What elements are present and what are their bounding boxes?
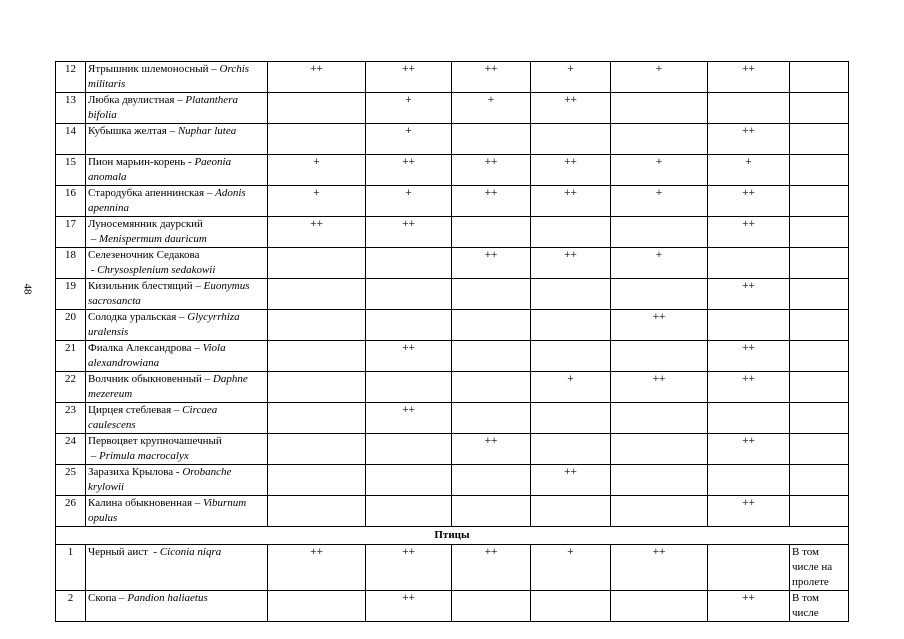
presence-mark <box>611 403 708 434</box>
presence-mark: + <box>268 186 366 217</box>
presence-mark <box>268 310 366 341</box>
row-number: 16 <box>56 186 86 217</box>
species-russian-name: Пион марьин-корень <box>88 156 186 168</box>
row-number: 22 <box>56 372 86 403</box>
presence-mark: + <box>268 155 366 186</box>
presence-mark: ++ <box>452 434 531 465</box>
presence-mark <box>268 124 366 155</box>
note-cell <box>790 403 849 434</box>
presence-mark <box>531 279 611 310</box>
presence-mark: + <box>531 62 611 93</box>
table-row <box>56 434 849 465</box>
species-russian-name: Калина обыкновенная <box>88 497 193 509</box>
table-row <box>56 186 849 217</box>
name-separator: – <box>208 63 220 75</box>
presence-mark <box>611 434 708 465</box>
table-row <box>56 310 849 341</box>
presence-mark: + <box>366 124 452 155</box>
species-name <box>86 310 268 341</box>
presence-mark <box>531 403 611 434</box>
presence-mark: ++ <box>708 62 790 93</box>
species-name <box>86 341 268 372</box>
name-separator: - <box>147 546 160 558</box>
presence-mark: + <box>366 93 452 124</box>
presence-mark <box>611 591 708 622</box>
note-cell <box>790 341 849 372</box>
note-cell: В том числе на пролете <box>790 545 849 591</box>
species-russian-name: Любка двулистная <box>88 94 175 106</box>
presence-mark: + <box>611 155 708 186</box>
row-number: 14 <box>56 124 86 155</box>
presence-mark <box>268 496 366 527</box>
presence-mark <box>531 591 611 622</box>
presence-mark <box>452 591 531 622</box>
row-number: 19 <box>56 279 86 310</box>
note-cell <box>790 434 849 465</box>
species-table <box>55 61 849 622</box>
presence-mark: ++ <box>611 310 708 341</box>
species-latin-name: Adonis apennina <box>88 187 246 214</box>
table-row <box>56 496 849 527</box>
species-latin-name: Daphne mezereum <box>88 373 248 400</box>
row-number: 25 <box>56 465 86 496</box>
species-latin-name: Orchis militaris <box>88 63 250 90</box>
species-name <box>86 545 268 591</box>
table-row <box>56 93 849 124</box>
row-number: 1 <box>56 545 86 591</box>
species-russian-name: Луносемянник даурский <box>88 218 203 230</box>
species-latin-name: Viburnum opulus <box>88 497 247 524</box>
presence-mark: + <box>611 186 708 217</box>
name-separator: – <box>201 373 213 385</box>
presence-mark <box>268 372 366 403</box>
presence-mark: ++ <box>708 434 790 465</box>
presence-mark: ++ <box>366 217 452 248</box>
note-cell <box>790 217 849 248</box>
species-name <box>86 155 268 186</box>
table-row <box>56 217 849 248</box>
species-name <box>86 217 268 248</box>
presence-mark <box>366 496 452 527</box>
presence-mark <box>708 310 790 341</box>
row-number: 2 <box>56 591 86 622</box>
name-separator: - <box>173 466 183 478</box>
section-header-row <box>56 527 849 545</box>
species-russian-name: Заразиха Крылова <box>88 466 174 478</box>
species-name <box>86 62 268 93</box>
presence-mark: ++ <box>366 341 452 372</box>
presence-mark <box>268 341 366 372</box>
name-separator: – <box>171 404 183 416</box>
presence-mark <box>611 279 708 310</box>
presence-mark <box>452 310 531 341</box>
species-russian-name: Солодка уральская <box>88 311 177 323</box>
presence-mark <box>366 279 452 310</box>
presence-mark <box>268 93 366 124</box>
presence-mark: ++ <box>531 248 611 279</box>
presence-mark: + <box>531 372 611 403</box>
note-cell: В том числе <box>790 591 849 622</box>
presence-mark: ++ <box>708 186 790 217</box>
presence-mark <box>268 434 366 465</box>
note-cell <box>790 465 849 496</box>
name-separator: – <box>192 280 204 292</box>
row-number: 21 <box>56 341 86 372</box>
presence-mark: ++ <box>452 248 531 279</box>
presence-mark <box>268 279 366 310</box>
presence-mark <box>611 217 708 248</box>
name-separator: – <box>204 187 216 199</box>
presence-mark <box>366 465 452 496</box>
presence-mark <box>611 124 708 155</box>
presence-mark <box>531 124 611 155</box>
presence-mark: + <box>366 186 452 217</box>
presence-mark <box>268 465 366 496</box>
note-cell <box>790 124 849 155</box>
note-cell <box>790 496 849 527</box>
presence-mark: ++ <box>268 217 366 248</box>
table-row <box>56 403 849 434</box>
section-birds-heading: Птицы <box>56 527 849 545</box>
presence-mark <box>452 496 531 527</box>
name-separator: – <box>88 233 99 245</box>
presence-mark <box>452 124 531 155</box>
presence-mark: + <box>708 155 790 186</box>
note-cell <box>790 248 849 279</box>
note-cell <box>790 155 849 186</box>
presence-mark <box>611 496 708 527</box>
species-russian-name: Волчник обыкновенный <box>88 373 202 385</box>
note-cell <box>790 62 849 93</box>
presence-mark: ++ <box>708 341 790 372</box>
name-separator: - <box>185 156 195 168</box>
species-russian-name: Первоцвет крупночашечный <box>88 435 222 447</box>
species-russian-name: Фиалка Александрова <box>88 342 192 354</box>
name-separator: – <box>176 311 188 323</box>
name-separator: – <box>174 94 186 106</box>
species-russian-name: Цирцея стеблевая <box>88 404 172 416</box>
name-separator: – <box>88 450 99 462</box>
presence-mark <box>531 496 611 527</box>
species-latin-name: Paeonia anomala <box>88 156 232 183</box>
species-latin-name: Viola alexandrowiana <box>88 342 226 369</box>
presence-mark: ++ <box>452 545 531 591</box>
presence-mark: ++ <box>366 403 452 434</box>
row-number: 23 <box>56 403 86 434</box>
species-name <box>86 403 268 434</box>
species-latin-name: Primula macrocalyx <box>99 450 189 462</box>
presence-mark: ++ <box>708 591 790 622</box>
presence-mark <box>708 93 790 124</box>
presence-mark <box>708 403 790 434</box>
species-latin-name: Nuphar lutea <box>177 125 237 137</box>
presence-mark <box>366 434 452 465</box>
species-name <box>86 124 268 155</box>
note-cell <box>790 186 849 217</box>
name-separator: – <box>166 125 178 137</box>
presence-mark: ++ <box>708 372 790 403</box>
presence-mark <box>366 310 452 341</box>
presence-mark <box>531 310 611 341</box>
presence-mark <box>708 248 790 279</box>
presence-mark: ++ <box>268 545 366 591</box>
table-row <box>56 155 849 186</box>
presence-mark <box>366 372 452 403</box>
presence-mark <box>452 341 531 372</box>
presence-mark <box>268 591 366 622</box>
table-row <box>56 62 849 93</box>
presence-mark <box>268 403 366 434</box>
note-cell <box>790 310 849 341</box>
name-separator: – <box>192 497 204 509</box>
species-latin-name: Ciconia niqra <box>159 546 222 558</box>
note-cell <box>790 372 849 403</box>
species-name <box>86 248 268 279</box>
species-russian-name: Стародубка апеннинская <box>88 187 205 199</box>
presence-mark <box>531 217 611 248</box>
species-latin-name: Glycyrrhiza uralensis <box>88 311 240 338</box>
presence-mark <box>611 465 708 496</box>
presence-mark: + <box>452 93 531 124</box>
presence-mark: ++ <box>366 62 452 93</box>
row-number: 20 <box>56 310 86 341</box>
presence-mark <box>531 341 611 372</box>
name-separator: – <box>191 342 203 354</box>
presence-mark <box>611 93 708 124</box>
presence-mark <box>366 248 452 279</box>
species-russian-name: Селезеночник Седакова <box>88 249 200 261</box>
species-russian-name: Черный аист <box>88 546 148 558</box>
presence-mark: ++ <box>366 155 452 186</box>
presence-mark: ++ <box>366 591 452 622</box>
presence-mark <box>452 403 531 434</box>
name-separator: - <box>88 264 98 276</box>
species-name <box>86 186 268 217</box>
table-row <box>56 591 849 622</box>
presence-mark <box>452 372 531 403</box>
species-latin-name: Pandion haliaetus <box>127 592 208 604</box>
row-number: 15 <box>56 155 86 186</box>
table-row <box>56 279 849 310</box>
row-number: 26 <box>56 496 86 527</box>
table-row <box>56 545 849 591</box>
species-name <box>86 591 268 622</box>
note-cell <box>790 93 849 124</box>
presence-mark: ++ <box>611 372 708 403</box>
presence-mark: ++ <box>708 496 790 527</box>
species-russian-name: Ятрышник шлемоносный <box>88 63 209 75</box>
presence-mark <box>452 217 531 248</box>
presence-mark: + <box>611 248 708 279</box>
species-name <box>86 465 268 496</box>
species-latin-name: Chrysosplenium sedakowii <box>97 264 216 276</box>
species-latin-name: Euonymus sacrosancta <box>88 280 250 307</box>
species-name <box>86 93 268 124</box>
row-number: 12 <box>56 62 86 93</box>
note-cell <box>790 279 849 310</box>
species-russian-name: Кизильник блестящий <box>88 280 193 292</box>
row-number: 13 <box>56 93 86 124</box>
table-row <box>56 372 849 403</box>
table-row <box>56 465 849 496</box>
presence-mark: ++ <box>366 545 452 591</box>
table-row <box>56 124 849 155</box>
presence-mark: ++ <box>708 124 790 155</box>
species-latin-name: Circaea caulescens <box>88 404 218 431</box>
presence-mark <box>531 434 611 465</box>
table-row <box>56 341 849 372</box>
species-table-body <box>56 62 849 622</box>
species-latin-name: Platanthera bifolia <box>88 94 238 121</box>
presence-mark: ++ <box>452 155 531 186</box>
species-latin-name: Orobanche krylowii <box>88 466 232 493</box>
presence-mark: ++ <box>531 186 611 217</box>
presence-mark: ++ <box>452 62 531 93</box>
presence-mark <box>452 465 531 496</box>
page-number: 48 <box>21 283 34 295</box>
presence-mark: + <box>531 545 611 591</box>
row-number: 17 <box>56 217 86 248</box>
species-name <box>86 372 268 403</box>
presence-mark: ++ <box>708 217 790 248</box>
row-number: 24 <box>56 434 86 465</box>
presence-mark: ++ <box>452 186 531 217</box>
presence-mark: ++ <box>531 93 611 124</box>
species-russian-name: Скопа <box>88 592 117 604</box>
presence-mark: ++ <box>708 279 790 310</box>
presence-mark <box>708 545 790 591</box>
name-separator: – <box>116 592 128 604</box>
presence-mark <box>611 341 708 372</box>
species-name <box>86 279 268 310</box>
species-latin-name: Menispermum dauricum <box>99 233 207 245</box>
presence-mark <box>452 279 531 310</box>
presence-mark <box>268 248 366 279</box>
species-name <box>86 434 268 465</box>
species-name <box>86 496 268 527</box>
row-number: 18 <box>56 248 86 279</box>
presence-mark <box>708 465 790 496</box>
presence-mark: ++ <box>531 155 611 186</box>
table-row <box>56 248 849 279</box>
presence-mark: ++ <box>611 545 708 591</box>
species-russian-name: Кубышка желтая <box>88 125 167 137</box>
presence-mark: + <box>611 62 708 93</box>
presence-mark: ++ <box>268 62 366 93</box>
presence-mark: ++ <box>531 465 611 496</box>
